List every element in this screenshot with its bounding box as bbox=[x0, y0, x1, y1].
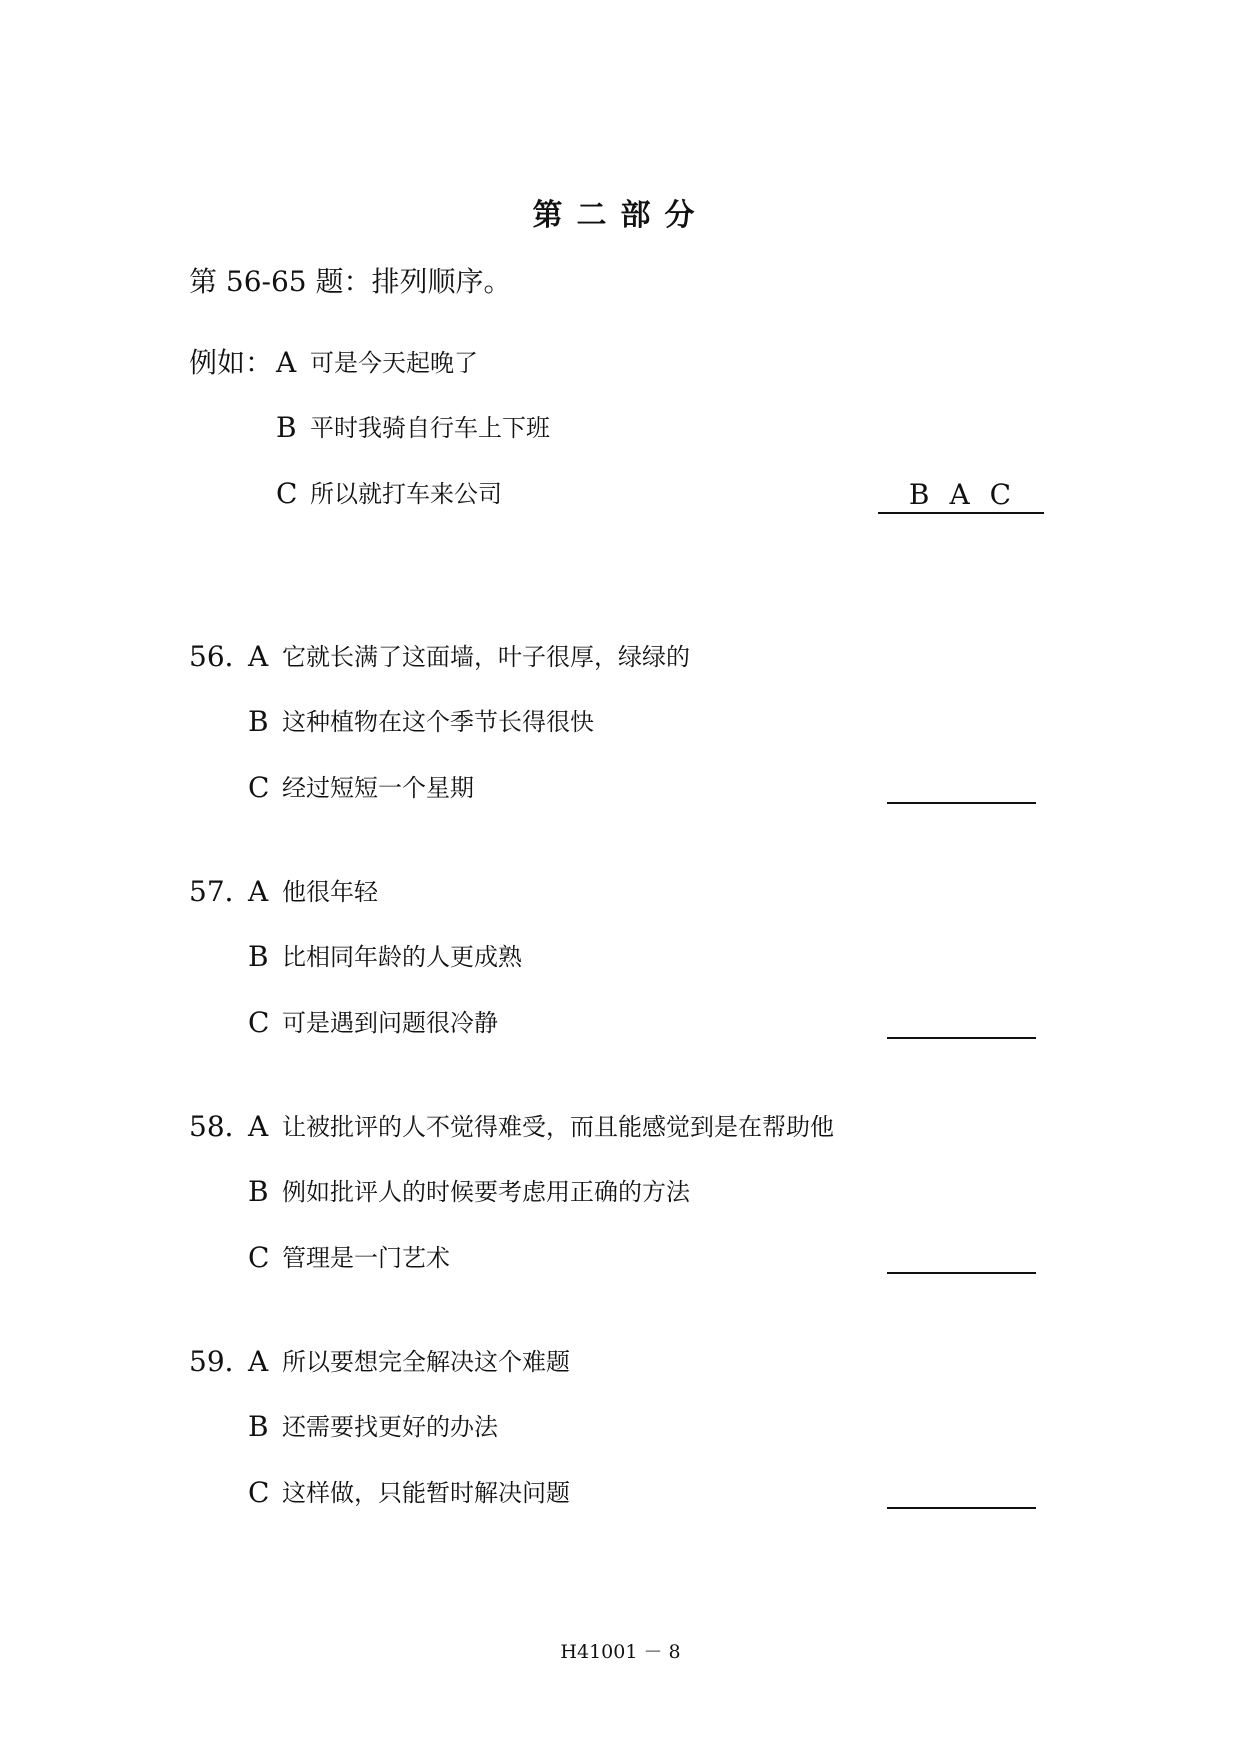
question-number: 57． bbox=[189, 875, 253, 908]
question-number: 59． bbox=[189, 1345, 253, 1378]
answer-blank[interactable] bbox=[887, 1037, 1036, 1039]
example-option-letter: C bbox=[276, 477, 298, 510]
option-letter: A bbox=[248, 1345, 269, 1378]
option-text: 这种植物在这个季节长得很快 bbox=[282, 708, 594, 736]
option-letter: A bbox=[248, 875, 269, 908]
example-option-letter: B bbox=[276, 411, 297, 444]
option-text: 比相同年龄的人更成熟 bbox=[282, 943, 522, 971]
option-letter: B bbox=[248, 705, 269, 738]
example-option-letter: A bbox=[276, 346, 297, 379]
example-lead: 例如： bbox=[189, 346, 274, 379]
page-footer: H41001 － 8 bbox=[560, 1641, 681, 1663]
option-text: 例如批评人的时候要考虑用正确的方法 bbox=[282, 1178, 690, 1206]
option-text: 他很年轻 bbox=[282, 878, 378, 906]
answer-blank[interactable] bbox=[887, 1272, 1036, 1274]
example-option-text: 所以就打车来公司 bbox=[310, 480, 502, 508]
option-text: 还需要找更好的办法 bbox=[282, 1413, 498, 1441]
option-letter: B bbox=[248, 1410, 269, 1443]
option-text: 让被批评的人不觉得难受，而且能感觉到是在帮助他 bbox=[282, 1113, 834, 1141]
example-option-text: 平时我骑自行车上下班 bbox=[310, 414, 550, 442]
question-number: 58． bbox=[189, 1110, 253, 1143]
option-text: 管理是一门艺术 bbox=[282, 1244, 450, 1272]
question-number: 56． bbox=[189, 640, 253, 673]
answer-blank[interactable] bbox=[887, 802, 1036, 804]
section-title: 第二部分 bbox=[532, 198, 709, 233]
example-answer: BAC bbox=[878, 478, 1044, 514]
instruction: 第 56-65 题：排列顺序。 bbox=[189, 265, 512, 298]
option-text: 这样做，只能暂时解决问题 bbox=[282, 1479, 570, 1507]
option-letter: C bbox=[248, 1476, 270, 1509]
option-letter: C bbox=[248, 1241, 270, 1274]
option-text: 所以要想完全解决这个难题 bbox=[282, 1348, 570, 1376]
option-text: 经过短短一个星期 bbox=[282, 774, 474, 802]
option-letter: C bbox=[248, 771, 270, 804]
option-text: 它就长满了这面墙，叶子很厚，绿绿的 bbox=[282, 643, 690, 671]
option-letter: B bbox=[248, 1175, 269, 1208]
answer-blank[interactable] bbox=[887, 1507, 1036, 1509]
option-letter: B bbox=[248, 940, 269, 973]
option-letter: C bbox=[248, 1006, 270, 1039]
option-letter: A bbox=[248, 640, 269, 673]
example-option-text: 可是今天起晚了 bbox=[310, 349, 478, 377]
option-letter: A bbox=[248, 1110, 269, 1143]
option-text: 可是遇到问题很冷静 bbox=[282, 1009, 498, 1037]
